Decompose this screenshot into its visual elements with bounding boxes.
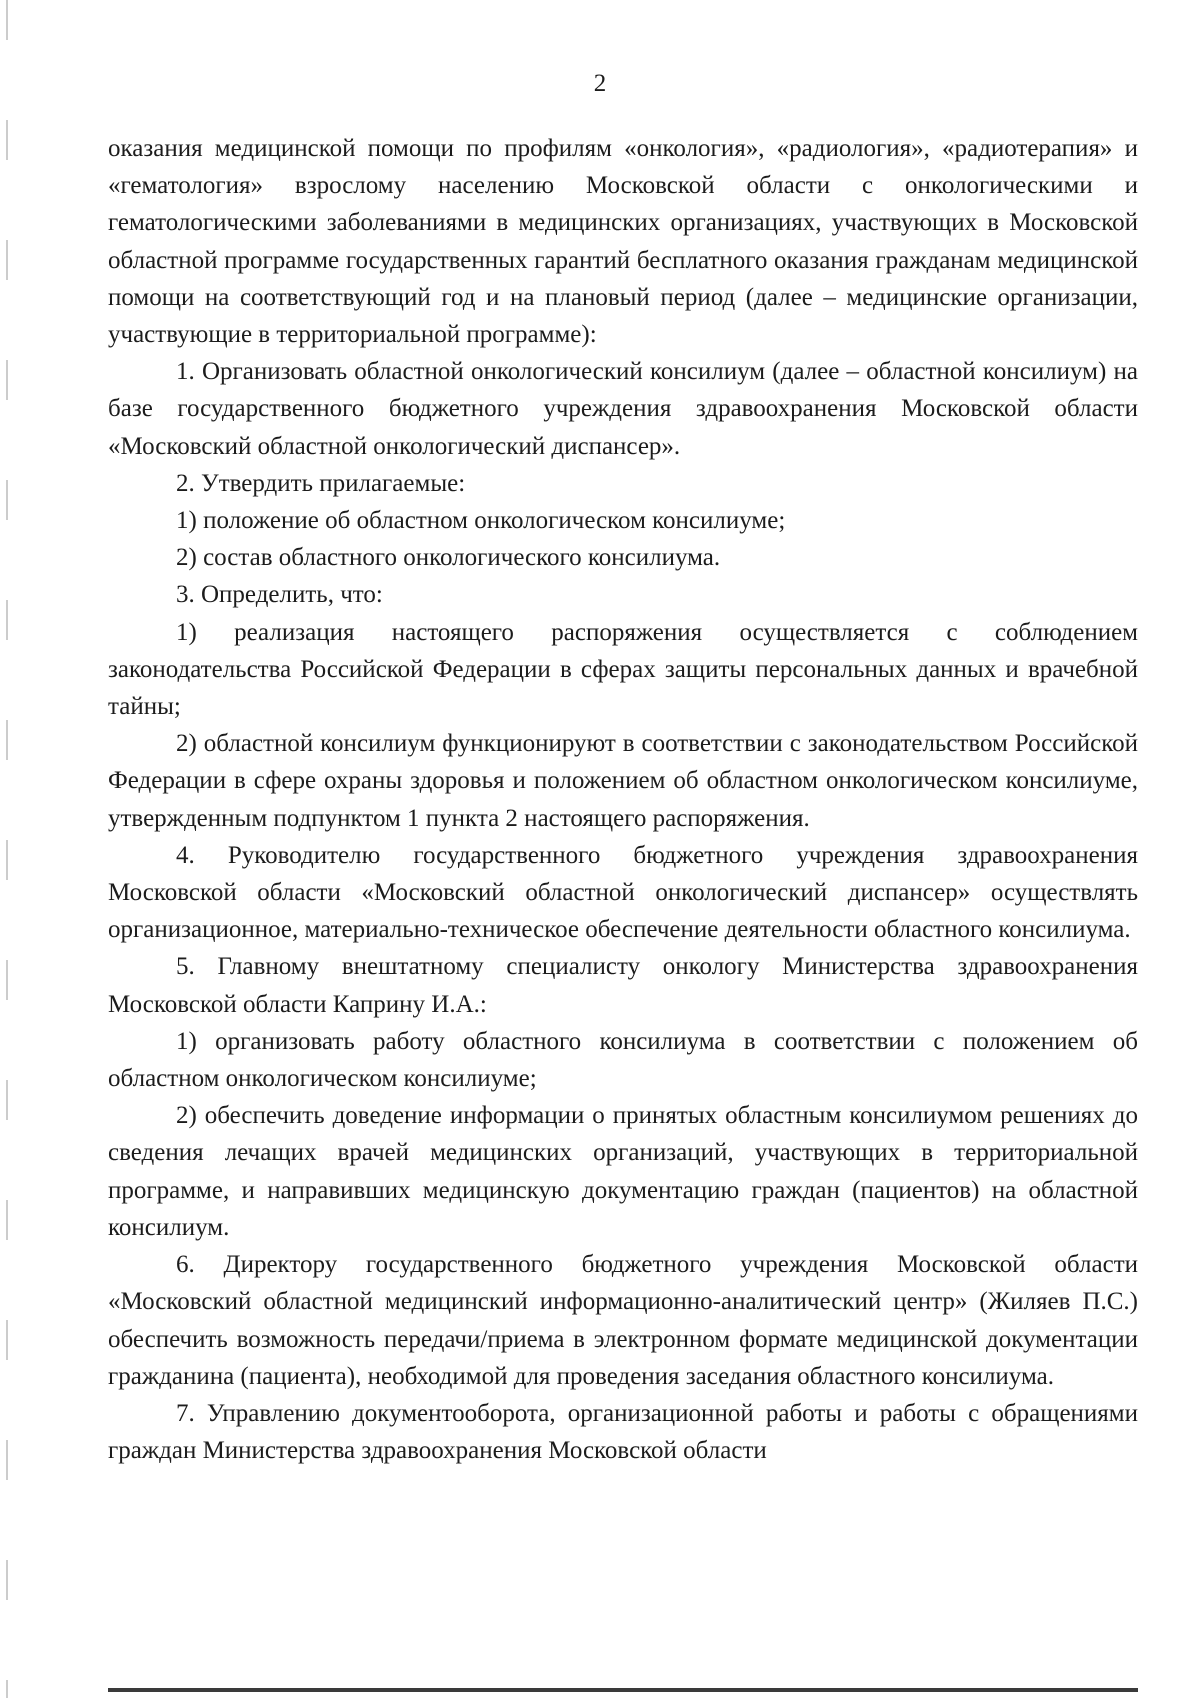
paragraph-item-2-sub-1: 1) положение об областном онкологическом консилиуме; [176,507,786,535]
paragraph-item-4: 4. Руководителю государственного бюджетного учреждения здравоохранения Московской области «Московский областной онкологический диспансер» осуществлять организационное, материально-техническое обеспечение деятельности областного консилиума. [108,841,1138,944]
paragraph-item-6: 6. Директору государственного бюджетного учреждения Московской области «Московский областной медицинский информационно-аналитический центр» (Жиляев П.С.) обеспечить возможность передачи/приема в электронном формате медицинской документации гражданина (пациента), необходимой для проведения заседания областного консилиума. [108,1251,1138,1390]
paragraph-item-3-sub-2: 2) областной консилиум функционируют в соответствии с законодательством Российской Федерации в сфере охраны здоровья и положением об областном онкологическом консилиуме, утвержденным подпунктом 1 пункта 2 настоящего распоряжения. [108,730,1138,832]
paragraph-item-7: 7. Управлению документооборота, организационной работы и работы с обращениями граждан Министерства здравоохранения Московской области [108,1399,1138,1465]
paragraph-item-5-sub-1: 1) организовать работу областного консилиума в соответствии с положением об областном онкологическом консилиуме; [108,1027,1138,1093]
paragraph-item-1: 1. Организовать областной онкологический консилиум (далее – областной консилиум) на базе государственного бюджетного учреждения здравоохранения Московской области «Московский областной онкологический диспансер». [108,358,1138,460]
document-body [108,130,1138,1469]
paragraph-item-5: 5. Главному внештатному специалисту онкологу Министерства здравоохранения Московской области Каприну И.А.: [108,953,1138,1018]
paragraph-item-3-sub-1: 1) реализация настоящего распоряжения осуществляется с соблюдением законодательства Российской Федерации в сферах защиты персональных данных и врачебной тайны; [108,618,1138,721]
paragraph-item-3: 3. Определить, что: [176,581,383,609]
paragraph-intro-continuation: оказания медицинской помощи по профилям «онкология», «радиология», «радиотерапия» и «гематология» взрослому населению Московской области с онкологическими и гематологическими заболеваниями в медицинских организациях, участвующих в Московской областной программе государственных гарантий бесплатного оказания гражданам медицинской помощи на соответствующий год и на плановый период (далее – медицинские организации, участвующие в территориальной программе): [108,135,1138,349]
page-number: 2 [593,70,607,97]
scan-edge-shadow [6,0,8,1698]
paragraph-item-5-sub-2: 2) обеспечить доведение информации о принятых областным консилиумом решениях до сведения лечащих врачей медицинских организаций, участвующих в территориальной программе, и направивших медицинскую документацию граждан (пациентов) на областной консилиум. [108,1102,1138,1241]
paragraph-item-2-sub-2: 2) состав областного онкологического консилиума. [176,544,721,572]
page-bottom-rule [108,1688,1138,1692]
paragraph-item-2: 2. Утвердить прилагаемые: [176,469,466,497]
